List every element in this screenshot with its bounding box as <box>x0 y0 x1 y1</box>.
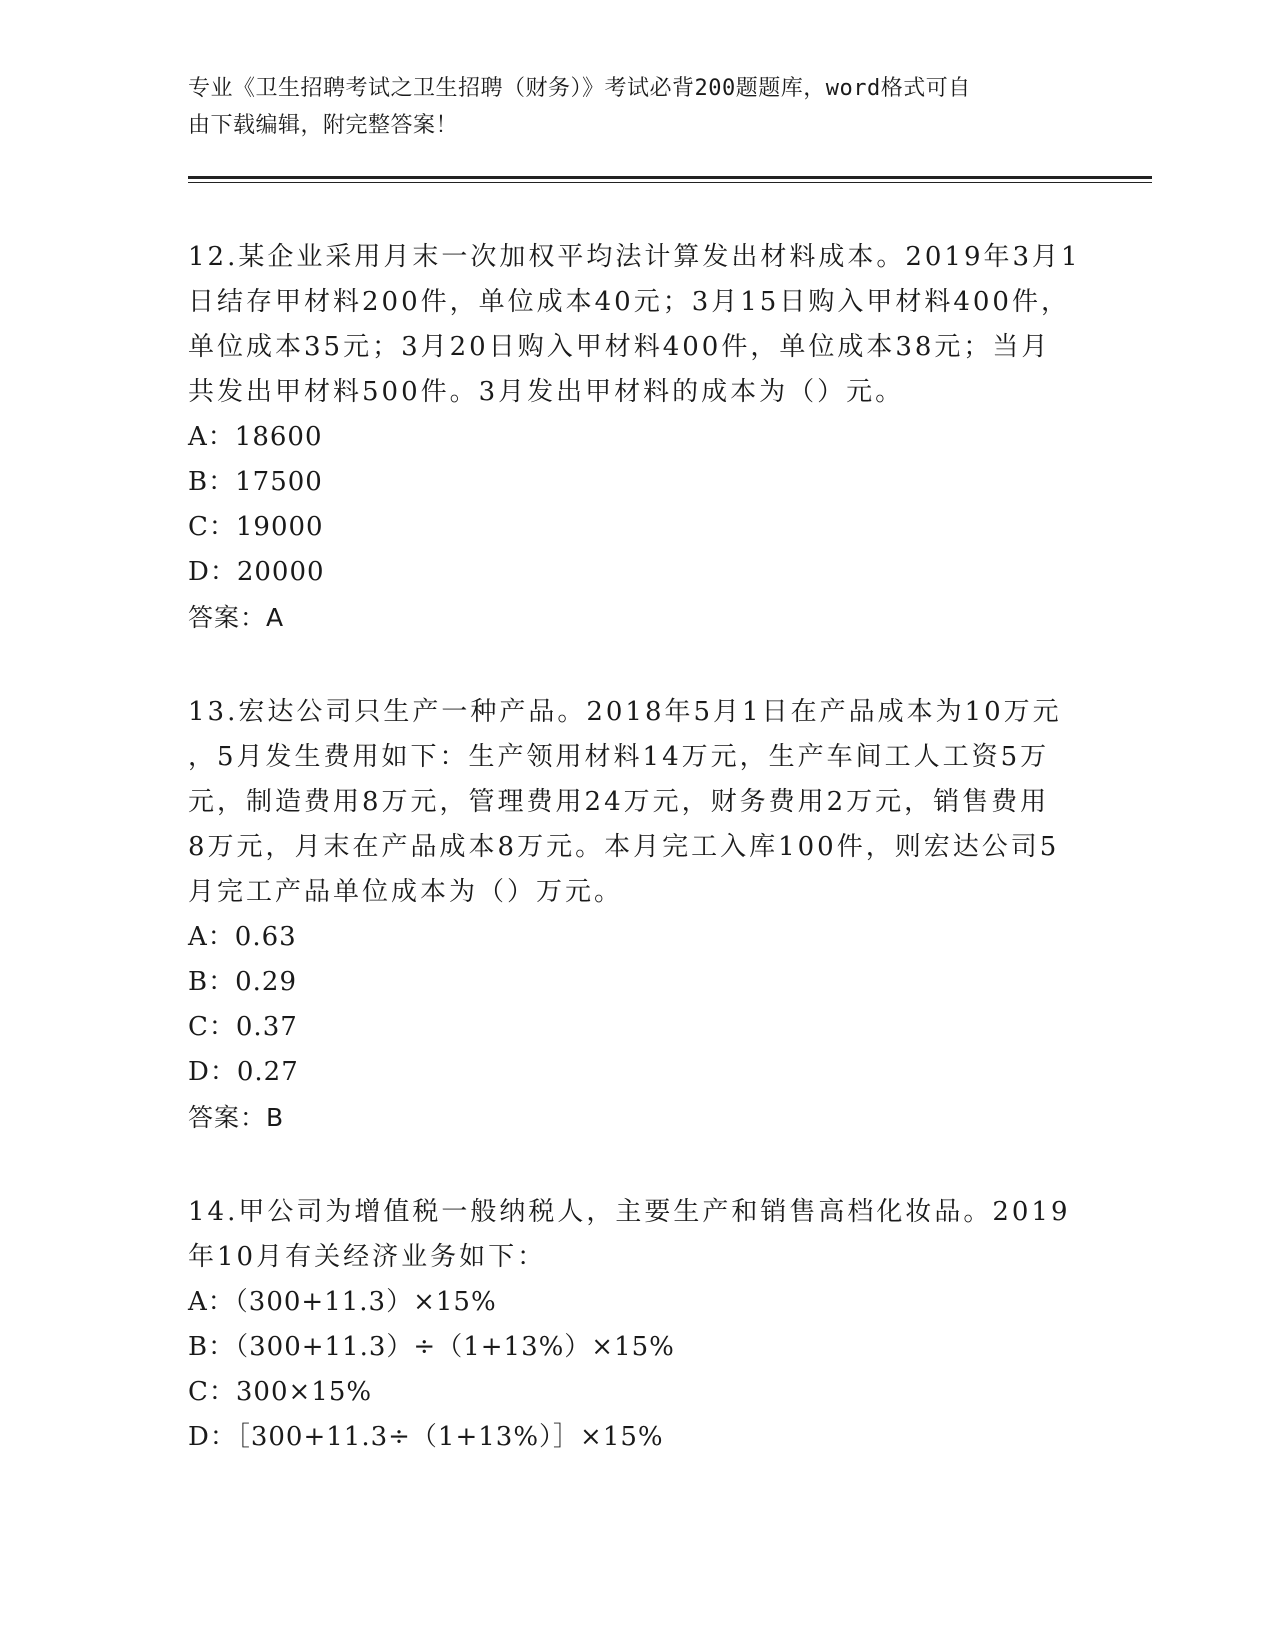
header-divider-thin <box>188 182 1152 183</box>
answer-line: 答案：A <box>188 603 285 632</box>
option-a: A：18600 <box>188 422 323 452</box>
option-b: B：（300+11.3）÷（1+13%）×15% <box>188 1332 675 1362</box>
option-b: B：17500 <box>188 467 323 497</box>
question-line: 元，制造费用8万元，管理费用24万元，财务费用2万元，销售费用 <box>188 787 1050 817</box>
question-13 <box>188 690 1088 1140</box>
option-d: D：20000 <box>188 557 325 587</box>
question-line: 年10月有关经济业务如下： <box>188 1242 547 1272</box>
answer-line: 答案：B <box>188 1103 285 1132</box>
option-d: D：［300+11.3÷（1+13%）］×15% <box>188 1422 664 1452</box>
option-d: D：0.27 <box>188 1057 299 1087</box>
header-line-1: 专业《卫生招聘考试之卫生招聘（财务）》考试必背200题题库，word格式可自 <box>188 76 971 101</box>
question-14 <box>188 1190 1088 1460</box>
option-c: C：0.37 <box>188 1012 298 1042</box>
question-text <box>188 1190 1088 1280</box>
option-c: C：300×15% <box>188 1377 373 1407</box>
header-divider-thick <box>188 176 1152 179</box>
question-text <box>188 690 1088 915</box>
option-b: B：0.29 <box>188 967 297 997</box>
option-a: A：（300+11.3）×15% <box>188 1287 497 1317</box>
question-line: ，5月发生费用如下：生产领用材料14万元，生产车间工人工资5万 <box>188 742 1050 772</box>
question-text <box>188 235 1088 415</box>
question-line: 单位成本35元；3月20日购入甲材料400件，单位成本38元；当月 <box>188 332 1051 362</box>
question-line: 12.某企业采用月末一次加权平均法计算发出材料成本。2019年3月1 <box>188 242 1081 272</box>
question-12 <box>188 235 1088 640</box>
question-line: 共发出甲材料500件。3月发出甲材料的成本为（）元。 <box>188 377 905 407</box>
question-line: 8万元，月末在产品成本8万元。本月完工入库100件，则宏达公司5 <box>188 832 1060 862</box>
option-c: C：19000 <box>188 512 324 542</box>
question-line: 月完工产品单位成本为（）万元。 <box>188 877 624 907</box>
document-header <box>188 70 1068 144</box>
question-line: 日结存甲材料200件，单位成本40元；3月15日购入甲材料400件， <box>188 287 1070 317</box>
header-line-2: 由下载编辑，附完整答案！ <box>188 113 459 138</box>
question-line: 13.宏达公司只生产一种产品。2018年5月1日在产品成本为10万元 <box>188 697 1062 727</box>
option-a: A：0.63 <box>188 922 297 952</box>
question-line: 14.甲公司为增值税一般纳税人，主要生产和销售高档化妆品。2019 <box>188 1197 1071 1227</box>
